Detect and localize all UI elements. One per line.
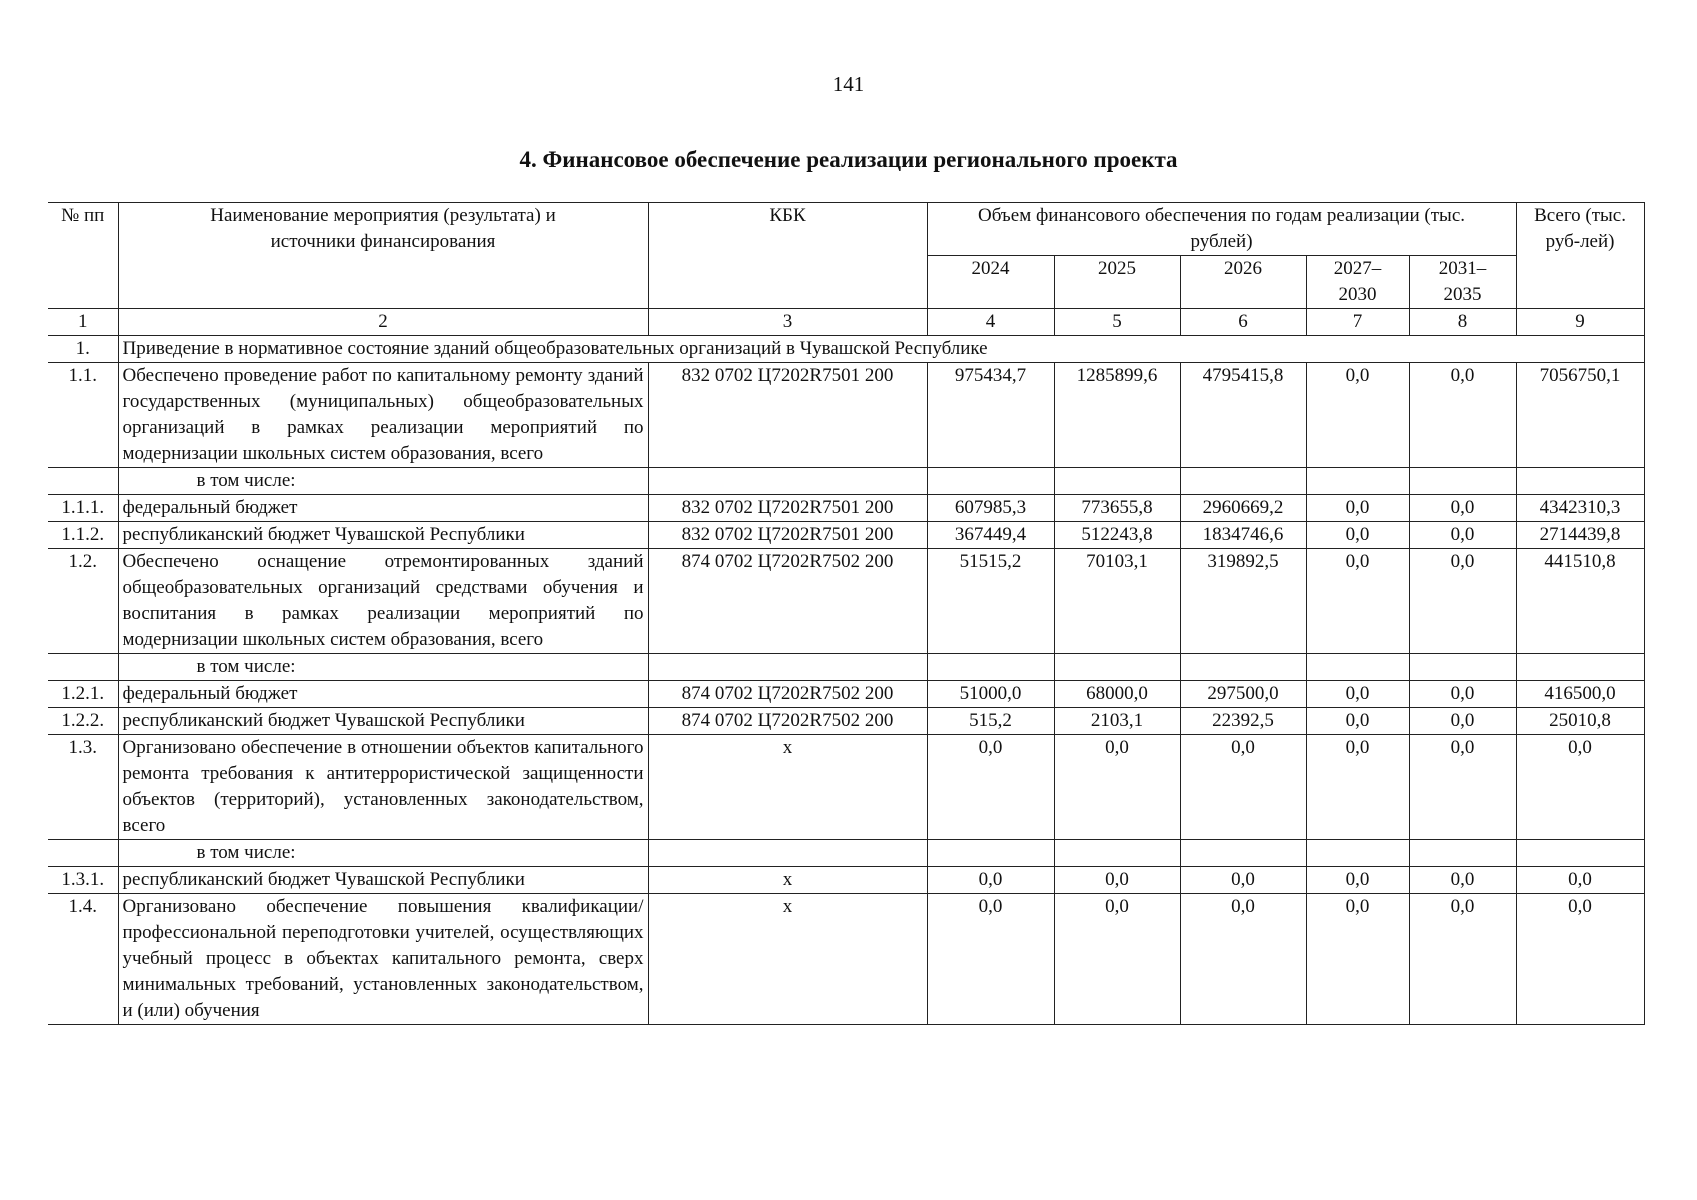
row-value-2024: 0,0 [927,735,1054,840]
financing-table [48,202,1645,1025]
row-value-2024: 0,0 [927,894,1054,1025]
header-volume: Объем финансового обеспечения по годам реализации (тыс. рублей) [927,203,1516,256]
section-name: Приведение в нормативное состояние зданий общеобразовательных организаций в Чувашской Республике [118,336,1644,363]
row-value-2026: 0,0 [1180,894,1306,1025]
table-row [48,468,1644,495]
row-num: 1.3. [48,735,118,840]
row-value-2026: 0,0 [1180,867,1306,894]
row-kbk: 832 0702 Ц7202R7501 200 [648,495,927,522]
row-total: 7056750,1 [1516,363,1644,468]
row-value-2025: 68000,0 [1054,681,1180,708]
row-value-2031-2035: 0,0 [1409,522,1516,549]
table-row [48,708,1644,735]
row-num: 1.1. [48,363,118,468]
row-value-2024: 975434,7 [927,363,1054,468]
row-value-2024: 0,0 [927,867,1054,894]
col-number: 7 [1306,309,1409,336]
header-year-2026: 2026 [1180,256,1306,309]
table-row [48,735,1644,840]
row-total: 25010,8 [1516,708,1644,735]
row-total: 441510,8 [1516,549,1644,654]
row-including-label: в том числе: [118,468,648,495]
row-kbk: х [648,894,927,1025]
row-num: 1.2.1. [48,681,118,708]
row-name: Организовано обеспечение повышения квалификации/профессиональной переподготовки учителей, осуществляющих учебный процесс в объектах капитального ремонта, сверх минимальных требований, установленных законодательством, и (или) обучения [118,894,648,1025]
row-num [48,468,118,495]
row-kbk: 874 0702 Ц7202R7502 200 [648,681,927,708]
row-value-2027-2030: 0,0 [1306,549,1409,654]
col-number: 9 [1516,309,1644,336]
row-value-2031-2035: 0,0 [1409,735,1516,840]
col-number: 6 [1180,309,1306,336]
row-num: 1.3.1. [48,867,118,894]
row-value-2031-2035: 0,0 [1409,549,1516,654]
page-number: 141 [832,72,865,96]
row-name: Обеспечено проведение работ по капитальному ремонту зданий государственных (муниципальных) общеобразовательных организаций в рамках реализации мероприятий по модернизации школьных систем образования, всего [118,363,648,468]
table-row [48,549,1644,654]
header-year-2024: 2024 [927,256,1054,309]
row-value-2031-2035: 0,0 [1409,867,1516,894]
row-value-2027-2030: 0,0 [1306,894,1409,1025]
row-value-2026: 0,0 [1180,735,1306,840]
row-kbk: х [648,867,927,894]
row-num: 1.1.1. [48,495,118,522]
row-value-2031-2035: 0,0 [1409,708,1516,735]
table-row [48,336,1644,363]
header-year-2025: 2025 [1054,256,1180,309]
header-total: Всего (тыс. руб-лей) [1516,203,1644,309]
row-num: 1.4. [48,894,118,1025]
row-num [48,654,118,681]
row-value-2025: 2103,1 [1054,708,1180,735]
row-name: федеральный бюджет [118,495,648,522]
table-row [48,840,1644,867]
row-value-2031-2035: 0,0 [1409,681,1516,708]
row-value-2024: 51515,2 [927,549,1054,654]
row-total: 416500,0 [1516,681,1644,708]
row-value-2024: 367449,4 [927,522,1054,549]
row-value-2025: 1285899,6 [1054,363,1180,468]
row-value-2025: 0,0 [1054,735,1180,840]
col-number: 3 [648,309,927,336]
table-row [48,894,1644,1025]
row-num: 1. [48,336,118,363]
row-name: федеральный бюджет [118,681,648,708]
row-total: 4342310,3 [1516,495,1644,522]
row-value-2025: 0,0 [1054,894,1180,1025]
row-value-2031-2035: 0,0 [1409,363,1516,468]
row-num: 1.2.2. [48,708,118,735]
header-kbk: КБК [648,203,927,309]
row-num: 1.2. [48,549,118,654]
row-value-2024: 51000,0 [927,681,1054,708]
table-row [48,363,1644,468]
row-name: республиканский бюджет Чувашской Республики [118,522,648,549]
header-year-2027-2030: 2027–2030 [1306,256,1409,309]
row-value-2031-2035: 0,0 [1409,894,1516,1025]
row-including-label: в том числе: [118,840,648,867]
header-year-2031-2035: 2031–2035 [1409,256,1516,309]
row-value-2025: 773655,8 [1054,495,1180,522]
row-kbk: 874 0702 Ц7202R7502 200 [648,708,927,735]
row-kbk: 832 0702 Ц7202R7501 200 [648,522,927,549]
row-value-2026: 1834746,6 [1180,522,1306,549]
header-name: Наименование мероприятия (результата) и источники финансирования [118,203,648,309]
table-row [48,867,1644,894]
row-total: 0,0 [1516,735,1644,840]
table-row [48,495,1644,522]
row-value-2025: 0,0 [1054,867,1180,894]
row-value-2031-2035: 0,0 [1409,495,1516,522]
header-num: № пп [48,203,118,309]
row-value-2026: 319892,5 [1180,549,1306,654]
row-kbk: х [648,735,927,840]
row-including-label: в том числе: [118,654,648,681]
row-value-2027-2030: 0,0 [1306,708,1409,735]
row-kbk: 874 0702 Ц7202R7502 200 [648,549,927,654]
col-number: 2 [118,309,648,336]
row-total: 2714439,8 [1516,522,1644,549]
row-value-2026: 2960669,2 [1180,495,1306,522]
row-value-2025: 512243,8 [1054,522,1180,549]
section-title: 4. Финансовое обеспечение реализации регионального проекта [519,147,1178,172]
col-number: 8 [1409,309,1516,336]
row-name: Организовано обеспечение в отношении объектов капитального ремонта требования к антитеррористической защищенности объектов (территорий), установленных законодательством, всего [118,735,648,840]
row-value-2025: 70103,1 [1054,549,1180,654]
row-value-2024: 607985,3 [927,495,1054,522]
row-value-2027-2030: 0,0 [1306,735,1409,840]
row-value-2027-2030: 0,0 [1306,363,1409,468]
row-total: 0,0 [1516,894,1644,1025]
row-value-2027-2030: 0,0 [1306,867,1409,894]
row-value-2027-2030: 0,0 [1306,495,1409,522]
row-value-2027-2030: 0,0 [1306,681,1409,708]
row-value-2027-2030: 0,0 [1306,522,1409,549]
row-value-2026: 4795415,8 [1180,363,1306,468]
row-name: республиканский бюджет Чувашской Республики [118,708,648,735]
col-number: 1 [48,309,118,336]
row-value-2026: 297500,0 [1180,681,1306,708]
row-name: Обеспечено оснащение отремонтированных зданий общеобразовательных организаций средствами обучения и воспитания в рамках реализации мероприятий по модернизации школьных систем образования, всего [118,549,648,654]
row-name: республиканский бюджет Чувашской Республики [118,867,648,894]
row-value-2024: 515,2 [927,708,1054,735]
row-total: 0,0 [1516,867,1644,894]
row-num [48,840,118,867]
col-number: 5 [1054,309,1180,336]
table-row [48,522,1644,549]
row-kbk: 832 0702 Ц7202R7501 200 [648,363,927,468]
table-row [48,681,1644,708]
row-num: 1.1.2. [48,522,118,549]
column-numbers-row [48,309,1644,336]
col-number: 4 [927,309,1054,336]
table-row [48,654,1644,681]
header-row-1 [48,203,1644,256]
row-value-2026: 22392,5 [1180,708,1306,735]
